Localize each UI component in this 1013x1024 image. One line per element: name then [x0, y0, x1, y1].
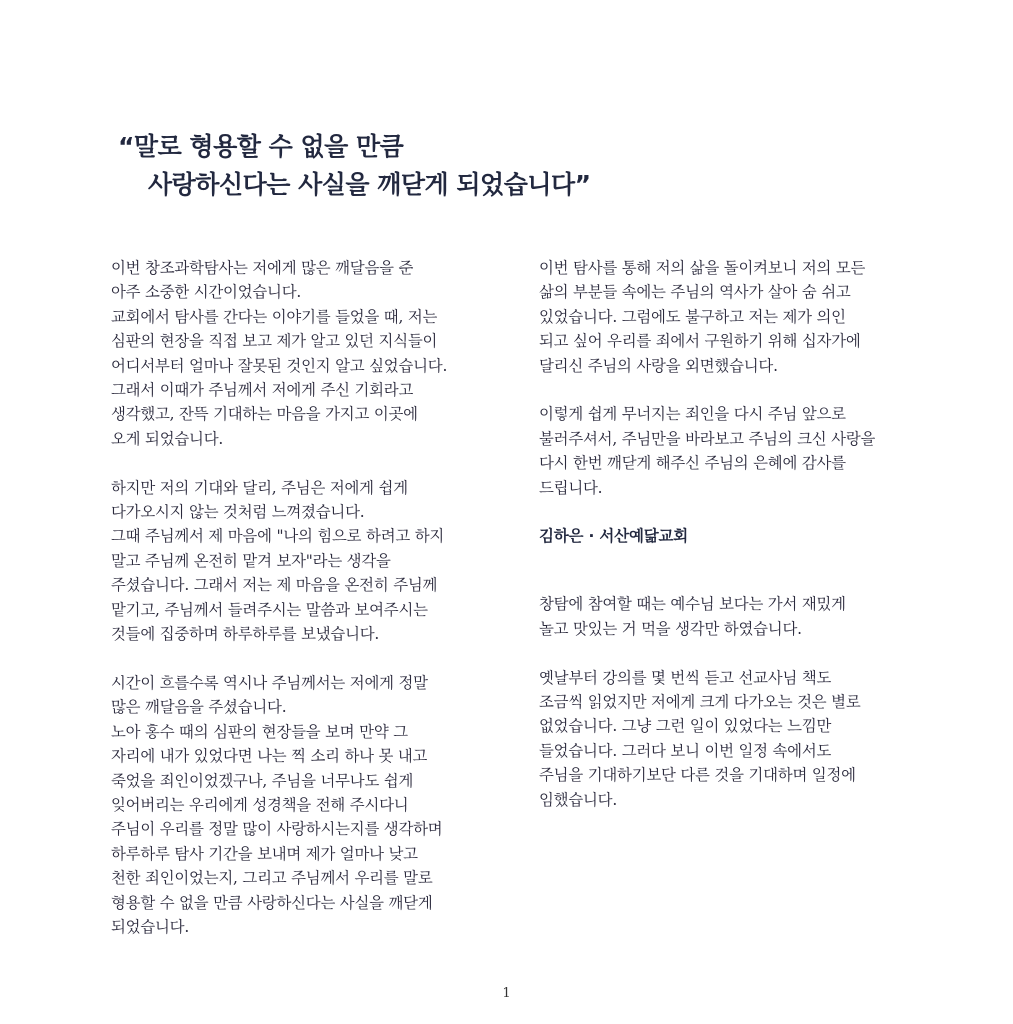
- text-line: 오게 되었습니다.: [111, 429, 224, 448]
- text-line: 놀고 맛있는 거 먹을 생각만 하였습니다.: [539, 619, 802, 638]
- paragraph: [539, 666, 939, 812]
- text-line: 조금씩 읽었지만 저에게 크게 다가오는 것은 별로: [539, 693, 861, 712]
- title-line-2: 사랑하신다는 사실을 깨닫게 되었습니다”: [148, 170, 591, 199]
- paragraph: [539, 402, 939, 500]
- text-line: 달리신 주님의 사랑을 외면했습니다.: [539, 356, 778, 375]
- text-line: 말고 주님께 온전히 맡겨 보자"라는 생각을: [111, 551, 391, 570]
- text-line: 주님을 기대하기보단 다른 것을 기대하며 일정에: [539, 766, 856, 785]
- text-line: 주님이 우리를 정말 많이 사랑하시는지를 생각하며: [111, 820, 443, 839]
- text-line: 시간이 흐를수록 역시나 주님께서는 저에게 정말: [111, 673, 428, 692]
- text-line: 심판의 현장을 직접 보고 제가 알고 있던 지식들이: [111, 332, 438, 351]
- text-line: 형용할 수 없을 만큼 사랑하신다는 사실을 깨닫게: [111, 893, 433, 912]
- text-line: 이번 탐사를 통해 저의 삶을 돌이켜보니 저의 모든: [539, 259, 866, 277]
- text-line: 것들에 집중하며 하루하루를 보냈습니다.: [111, 625, 380, 644]
- paragraph: [111, 671, 511, 939]
- text-line: 되고 싶어 우리를 죄에서 구원하기 위해 십자가에: [539, 332, 861, 351]
- paragraph: [539, 592, 939, 641]
- text-line: 자리에 내가 있었다면 나는 찍 소리 하나 못 내고: [111, 747, 428, 766]
- text-line: 있었습니다. 그럼에도 불구하고 저는 제가 의인: [539, 307, 846, 326]
- paragraph: [111, 256, 511, 451]
- author-name: 김하은 · 서산예닮교회: [539, 527, 689, 546]
- paragraph: [111, 476, 511, 647]
- text-line: 되었습니다.: [111, 917, 190, 936]
- page-number: 1: [502, 986, 511, 1001]
- text-line: 다시 한번 깨닫게 해주신 주님의 은혜에 감사를: [539, 454, 846, 473]
- text-line: 맡기고, 주님께서 들려주시는 말씀과 보여주시는: [111, 600, 428, 619]
- text-line: 하루하루 탐사 기간을 보내며 제가 얼마나 낮고: [111, 844, 418, 863]
- text-line: 다가오시지 않는 것처럼 느껴졌습니다.: [111, 503, 365, 522]
- text-line: 생각했고, 잔뜩 기대하는 마음을 가지고 이곳에: [111, 405, 418, 424]
- paragraph: [539, 256, 939, 378]
- text-line: 드립니다.: [539, 478, 603, 497]
- text-line: 불러주셔서, 주님만을 바라보고 주님의 크신 사랑을: [539, 429, 876, 448]
- text-line: 어디서부터 얼마나 잘못된 것인지 알고 싶었습니다.: [111, 356, 448, 375]
- text-line: 잊어버리는 우리에게 성경책을 전해 주시다니: [111, 795, 409, 814]
- text-line: 그래서 이때가 주님께서 저에게 주신 기회라고: [111, 381, 414, 400]
- text-line: 옛날부터 강의를 몇 번씩 듣고 선교사님 책도: [539, 668, 832, 687]
- text-line: 이번 창조과학탐사는 저에게 많은 깨달음을 준: [111, 259, 414, 277]
- right-column: [539, 256, 939, 812]
- text-line: 천한 죄인이었는지, 그리고 주님께서 우리를 말로: [111, 869, 433, 888]
- text-line: 하지만 저의 기대와 달리, 주님은 저에게 쉽게: [111, 478, 408, 497]
- text-line: 삶의 부분들 속에는 주님의 역사가 살아 숨 쉬고: [539, 283, 851, 302]
- text-line: 교회에서 탐사를 간다는 이야기를 들었을 때, 저는: [111, 307, 438, 326]
- text-line: 그때 주님께서 제 마음에 "나의 힘으로 하려고 하지: [111, 527, 445, 546]
- text-line: 없었습니다. 그냥 그런 일이 있었다는 느낌만: [539, 717, 832, 736]
- text-line: 이렇게 쉽게 무너지는 죄인을 다시 주님 앞으로: [539, 405, 846, 424]
- text-line: 많은 깨달음을 주셨습니다.: [111, 698, 287, 717]
- text-line: 노아 홍수 때의 심판의 현장들을 보며 만약 그: [111, 722, 408, 741]
- text-line: 창탐에 참여할 때는 예수님 보다는 가서 재밌게: [539, 595, 846, 614]
- text-line: 주셨습니다. 그래서 저는 제 마음을 온전히 주님께: [111, 576, 438, 595]
- title-line-1: “말로 형용할 수 없을 만큼: [118, 132, 404, 161]
- text-line: 죽었을 죄인이었겠구나, 주님을 너무나도 쉽게: [111, 771, 414, 790]
- page-title: [118, 128, 898, 204]
- text-line: 임했습니다.: [539, 790, 618, 809]
- text-line: 들었습니다. 그러다 보니 이번 일정 속에서도: [539, 741, 832, 760]
- text-line: 아주 소중한 시간이었습니다.: [111, 283, 302, 302]
- left-column: [111, 256, 511, 939]
